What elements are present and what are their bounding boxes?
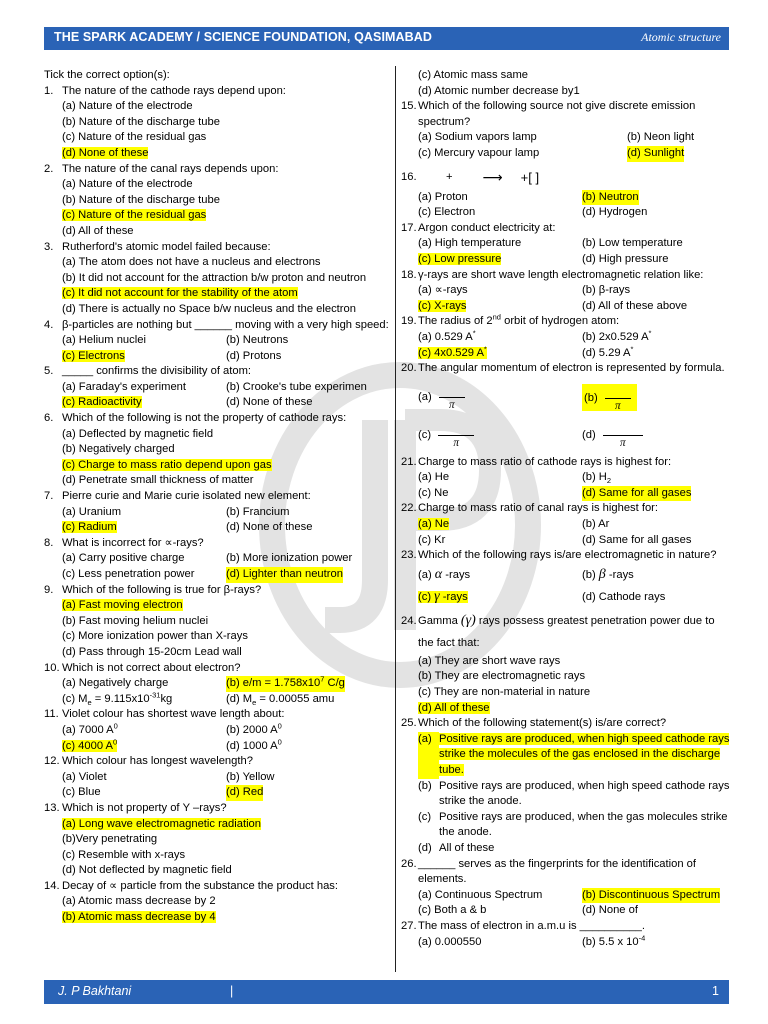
question-number: 10. xyxy=(44,661,60,674)
left-column xyxy=(44,68,389,926)
question-text: Argon conduct electricity at: xyxy=(418,221,556,234)
arrow-icon: ⟶ xyxy=(482,168,503,185)
footer-separator: | xyxy=(230,984,234,998)
option[interactable]: (c) Electron xyxy=(418,206,476,219)
option[interactable]: (d) Not deflected by magnetic field xyxy=(62,864,232,877)
answer-highlight[interactable]: (c) Low pressure xyxy=(418,252,502,265)
question-text xyxy=(439,732,731,779)
question-number: 27. xyxy=(401,919,417,932)
option[interactable]: (a) Positive rays are produced, when high speed cathode rays strike the molecules of the gas enclosed in the discharge tube. xyxy=(401,732,731,779)
question-number: 19. xyxy=(401,315,417,328)
option[interactable]: (c) Mercury vapour lamp xyxy=(418,146,540,159)
answer-highlight[interactable]: (c) Radioactivity xyxy=(62,396,142,409)
question-number: 2. xyxy=(44,162,54,175)
question-number: 14. xyxy=(44,879,60,892)
option[interactable]: (a) 7000 $A^0$ xyxy=(62,721,118,736)
header-subject: Atomic structure xyxy=(641,30,721,44)
option[interactable]: (b) Francium xyxy=(226,505,290,518)
question-number: 3. xyxy=(44,240,54,253)
question-number: 7. xyxy=(44,490,54,503)
question-text: Violet colour has shortest wave length about: xyxy=(62,708,285,721)
option[interactable]: (a) α -rays xyxy=(418,566,471,582)
answer-highlight[interactable]: (b) Neutron xyxy=(582,190,639,206)
question-text: Decay of ∝ particle from the substance the product has: xyxy=(62,879,339,892)
option[interactable]: (b) Neutrons xyxy=(226,334,289,347)
question-number: 12. xyxy=(44,755,60,768)
option[interactable]: (c) $M_e = 9.115x10^{-31}kg$ xyxy=(62,690,173,707)
answer-highlight[interactable]: (b) $e/m = 1.758x10^7$ C/g xyxy=(226,676,345,692)
question-5 xyxy=(44,364,389,380)
question-number: 23. xyxy=(401,549,417,562)
option[interactable]: (c) Kr xyxy=(418,533,446,546)
option[interactable]: (a) Carry positive charge xyxy=(62,552,185,565)
option[interactable]: (b) Neon light xyxy=(627,131,695,144)
answer-highlight[interactable]: (c) γ -rays xyxy=(418,588,468,604)
option[interactable]: (a) 0.000550 xyxy=(418,935,482,948)
option[interactable]: (c) Blue xyxy=(62,786,101,799)
option[interactable]: (c) Both a & b xyxy=(418,904,487,917)
answer-highlight[interactable]: (c) Radium xyxy=(62,521,117,534)
option[interactable]: (b) Ar xyxy=(582,518,610,531)
question-text: Positive rays are produced, when high speed cathode rays strike the anode. xyxy=(439,779,730,808)
right-column xyxy=(401,68,731,950)
option[interactable]: (a) π xyxy=(418,389,582,406)
question-text: The nature of the canal rays depends upon: xyxy=(62,162,279,175)
question-number: 20. xyxy=(401,362,417,375)
question-number: 13. xyxy=(44,801,60,814)
question-number: 4. xyxy=(44,318,54,331)
question-number: 1. xyxy=(44,84,54,97)
question-21 xyxy=(401,455,731,471)
question-25 xyxy=(401,716,731,732)
option[interactable]: (c) Positive rays are produced, when the gas molecules strike the anode. xyxy=(401,810,731,841)
question-text: Which of the following is not the property of cathode rays: xyxy=(62,412,347,425)
instructions: Tick the correct option(s): xyxy=(44,69,170,81)
option[interactable]: (d) Cathode rays xyxy=(582,590,666,603)
question-20 xyxy=(401,361,731,377)
option[interactable]: (c) Ne xyxy=(418,486,449,499)
footer-author: J. P Bakhtani xyxy=(58,984,132,998)
option[interactable]: (a) Nature of the electrode xyxy=(62,100,193,113)
option[interactable]: (c) Less penetration power xyxy=(62,568,195,580)
option[interactable]: (d) $M_e = 0.00055$ amu xyxy=(226,692,335,707)
question-number: 17. xyxy=(401,221,417,234)
option[interactable]: (b) Fast moving helium nuclei xyxy=(62,614,209,627)
question-13 xyxy=(44,801,389,817)
option[interactable]: (b)Very penetrating xyxy=(62,833,158,846)
option[interactable]: (a) Nature of the electrode xyxy=(62,178,193,191)
option[interactable]: (d) Atomic number decrease by1 xyxy=(418,84,580,97)
question-number: 24. xyxy=(401,614,417,627)
question-text: The angular momentum of electron is represented by formula. xyxy=(418,362,725,375)
question-16: 16. + ⟶ +[ ] xyxy=(401,168,540,185)
option[interactable]: (d) π xyxy=(582,427,643,444)
option[interactable]: (a) Uranium xyxy=(62,505,122,518)
answer-highlight[interactable]: (c) Charge to mass ratio depend upon gas xyxy=(62,458,272,471)
answer-highlight[interactable]: (d) Red xyxy=(226,785,263,801)
option[interactable]: (d) None of xyxy=(582,904,638,917)
question-number: 5. xyxy=(44,365,54,378)
option[interactable]: (b) Negatively charged xyxy=(62,443,175,456)
question-1 xyxy=(44,84,389,100)
option[interactable]: (c) π xyxy=(418,427,582,444)
question-text: Which of the following is true for β-rays? xyxy=(62,583,262,596)
question-14 xyxy=(44,879,389,895)
option[interactable]: (c) They are non-material in nature xyxy=(418,686,591,699)
question-3 xyxy=(44,240,389,256)
question-text: _____ confirms the divisibility of atom: xyxy=(62,365,252,378)
question-17 xyxy=(401,221,731,237)
option[interactable]: (b) β-rays xyxy=(582,284,631,297)
column-divider xyxy=(395,66,396,972)
question-2 xyxy=(44,162,389,178)
question-text: What is incorrect for ∝-rays? xyxy=(62,536,204,549)
question-15 xyxy=(401,99,731,130)
option[interactable]: (b) 2x0.529 A* xyxy=(582,328,652,343)
answer-highlight[interactable]: (b) Discontinuous Spectrum xyxy=(582,888,720,904)
option[interactable]: (b) Nature of the discharge tube xyxy=(62,193,220,206)
option[interactable]: (d) 5.29 A* xyxy=(582,343,634,359)
option[interactable]: (d) Same for all gases xyxy=(582,533,692,546)
question-text: Rutherford's atomic model failed because: xyxy=(62,240,271,253)
answer-highlight[interactable]: Positive rays are produced, when high speed cathode rays strike the molecules of the gas enclosed in the discharge tube. xyxy=(439,732,730,776)
question-text: Which is not property of Υ –rays? xyxy=(62,801,227,814)
question-text: Charge to mass ratio of cathode rays is highest for: xyxy=(418,455,672,468)
option[interactable]: (b) It did not account for the attraction b/w proton and neutron xyxy=(62,271,367,284)
question-12 xyxy=(44,754,389,770)
question-number: 18. xyxy=(401,268,417,281)
option[interactable]: (d) None of these xyxy=(226,521,313,534)
question-text: Which of the following source not give discrete emission spectrum? xyxy=(418,100,696,128)
question-text: The mass of electron in a.m.u is __________. xyxy=(418,919,645,932)
question-19 xyxy=(401,314,731,330)
option[interactable]: (b) β -rays xyxy=(582,566,634,582)
question-text: γ-rays are short wave length electromagnetic relation like: xyxy=(418,268,704,281)
question-8 xyxy=(44,536,389,552)
answer-highlight[interactable]: (c) X-rays xyxy=(418,299,467,312)
option[interactable]: (b) 5.5 x $10^{-4}$ xyxy=(582,932,646,948)
answer-highlight[interactable]: (a) Ne xyxy=(418,518,450,531)
question-18 xyxy=(401,268,731,284)
option[interactable]: (d) There is actually no Space b/w nucleus and the electron xyxy=(62,302,356,315)
question-10 xyxy=(44,661,389,677)
option[interactable]: (c) Nature of the residual gas xyxy=(62,131,207,144)
question-text: Which colour has longest wavelength? xyxy=(62,755,253,768)
question-24 xyxy=(401,610,731,654)
option[interactable]: (d) All of these above xyxy=(582,299,688,312)
option[interactable]: (d) None of these xyxy=(226,396,313,409)
question-text: Which is not correct about electron? xyxy=(62,661,241,674)
option[interactable]: (d) High pressure xyxy=(582,252,669,265)
question-number: 22. xyxy=(401,502,417,515)
question-number: 21. xyxy=(401,455,417,468)
question-text: Which of the following rays is/are electromagnetic in nature? xyxy=(418,549,717,562)
header-title: THE SPARK ACADEMY / SCIENCE FOUNDATION, QASIMABAD xyxy=(54,30,433,44)
question-text: Charge to mass ratio of canal rays is highest for: xyxy=(418,502,659,515)
option[interactable]: (d) Penetrate small thickness of matter xyxy=(62,474,254,487)
option[interactable]: (a) Helium nuclei xyxy=(62,334,146,347)
option[interactable]: (a) Deflected by magnetic field xyxy=(62,427,214,440)
option[interactable]: (a) 0.529 A* xyxy=(418,328,476,343)
option[interactable]: (c) Atomic mass same xyxy=(418,69,529,81)
option[interactable]: (b) Yellow xyxy=(226,770,275,783)
option[interactable]: (d) Protons xyxy=(226,349,282,362)
answer-highlight[interactable]: (d) Sunlight xyxy=(627,146,684,162)
question-number: 15. xyxy=(401,100,417,113)
answer-highlight[interactable]: (d) None of these xyxy=(62,146,149,159)
option[interactable]: (a) He xyxy=(418,471,450,484)
option[interactable]: (a) Sodium vapors lamp xyxy=(418,131,537,144)
question-number: 25. xyxy=(401,717,417,730)
option[interactable]: (b) Low temperature xyxy=(582,237,683,250)
answer-highlight[interactable]: (a) Fast moving electron xyxy=(62,599,183,612)
answer-highlight[interactable]: (c) Nature of the residual gas xyxy=(62,209,207,222)
option[interactable]: (b) $H_2$ xyxy=(582,471,612,486)
option[interactable]: (a) High temperature xyxy=(418,237,522,250)
question-27 xyxy=(401,919,731,935)
option[interactable]: (a) Negatively charge xyxy=(62,677,169,690)
option[interactable]: (a) They are short wave rays xyxy=(418,654,561,667)
answer-highlight[interactable]: (c) It did not account for the stability of the atom xyxy=(62,287,298,300)
page-header xyxy=(44,27,729,50)
answer-highlight[interactable]: (d) All of these xyxy=(418,701,490,714)
option[interactable]: (a) The atom does not have a nucleus and electrons xyxy=(62,256,321,269)
option[interactable]: (a) Faraday's experiment xyxy=(62,380,187,393)
option[interactable]: (d) Hydrogen xyxy=(582,206,648,219)
question-text: Which of the following statement(s) is/are correct? xyxy=(418,717,667,730)
answer-highlight[interactable]: (d) Same for all gases xyxy=(582,486,691,502)
option[interactable]: (b) More ionization power xyxy=(226,552,353,565)
option[interactable]: (c) Resemble with x-rays xyxy=(62,848,186,861)
question-text: ______ serves as the fingerprints for the identification of elements. xyxy=(418,857,696,886)
question-9 xyxy=(44,583,389,599)
option[interactable]: (b) Nature of the discharge tube xyxy=(62,115,220,128)
answer-highlight[interactable]: (a) Long wave electromagnetic radiation xyxy=(62,817,261,830)
answer-highlight[interactable]: (b) Atomic mass decrease by 4 xyxy=(62,911,216,924)
question-text: β-particles are nothing but ______ moving with a very high speed: xyxy=(62,318,389,331)
answer-highlight[interactable]: (c) Electrons xyxy=(62,349,125,362)
option[interactable]: (b) They are electromagnetic rays xyxy=(418,670,586,683)
question-number: 16. xyxy=(401,170,417,183)
option[interactable]: (a) Atomic mass decrease by 2 xyxy=(62,895,216,908)
option[interactable]: (d) Pass through 15-20cm Lead wall xyxy=(62,645,242,658)
question-26 xyxy=(401,857,731,888)
question-number: 11. xyxy=(44,708,59,721)
question-4 xyxy=(44,318,389,334)
question-text: Pierre curie and Marie curie isolated new element: xyxy=(62,490,311,503)
question-text: The nature of the cathode rays depend upon: xyxy=(62,84,286,97)
answer-highlight[interactable]: (c) 4x0.529 A* xyxy=(418,343,487,359)
option[interactable]: (b) Positive rays are produced, when high speed cathode rays strike the anode. xyxy=(401,779,731,810)
option[interactable]: (a) Violet xyxy=(62,770,107,783)
question-number: 8. xyxy=(44,536,54,549)
question-11 xyxy=(44,707,389,723)
page-number: 1 xyxy=(712,984,719,998)
option[interactable]: (a) Proton xyxy=(418,190,468,203)
question-6 xyxy=(44,411,389,427)
option[interactable]: (c) More ionization power than X-rays xyxy=(62,630,248,643)
answer-highlight[interactable]: (b) π xyxy=(582,384,637,411)
page-footer xyxy=(44,980,729,1004)
question-22 xyxy=(401,501,731,517)
question-text: The radius of 2nd orbit of hydrogen atom: xyxy=(418,312,620,328)
question-23 xyxy=(401,548,731,564)
answer-highlight[interactable]: (c) 4000 $A^0$ xyxy=(62,736,118,752)
option[interactable]: (a) ∝-rays xyxy=(418,284,468,297)
option[interactable]: (d) All of these xyxy=(401,841,731,857)
question-text: All of these xyxy=(439,841,495,854)
question-text: Gamma (γ) rays possess greatest penetration power due to the fact that: xyxy=(418,612,715,649)
option[interactable]: (a) Continuous Spectrum xyxy=(418,888,543,901)
question-text: Positive rays are produced, when the gas molecules strike the anode. xyxy=(439,810,728,839)
option[interactable]: (d) 1000 $A^0$ xyxy=(226,736,282,752)
option[interactable]: (b) Crooke's tube experimen xyxy=(226,380,367,393)
question-number: 26. xyxy=(401,857,417,870)
option[interactable]: (d) All of these xyxy=(62,224,134,237)
question-number: 9. xyxy=(44,583,54,596)
option[interactable]: (b) 2000 $A^0$ xyxy=(226,721,282,736)
answer-highlight[interactable]: (d) Lighter than neutron xyxy=(226,567,343,583)
question-7 xyxy=(44,489,389,505)
question-number: 6. xyxy=(44,412,54,425)
